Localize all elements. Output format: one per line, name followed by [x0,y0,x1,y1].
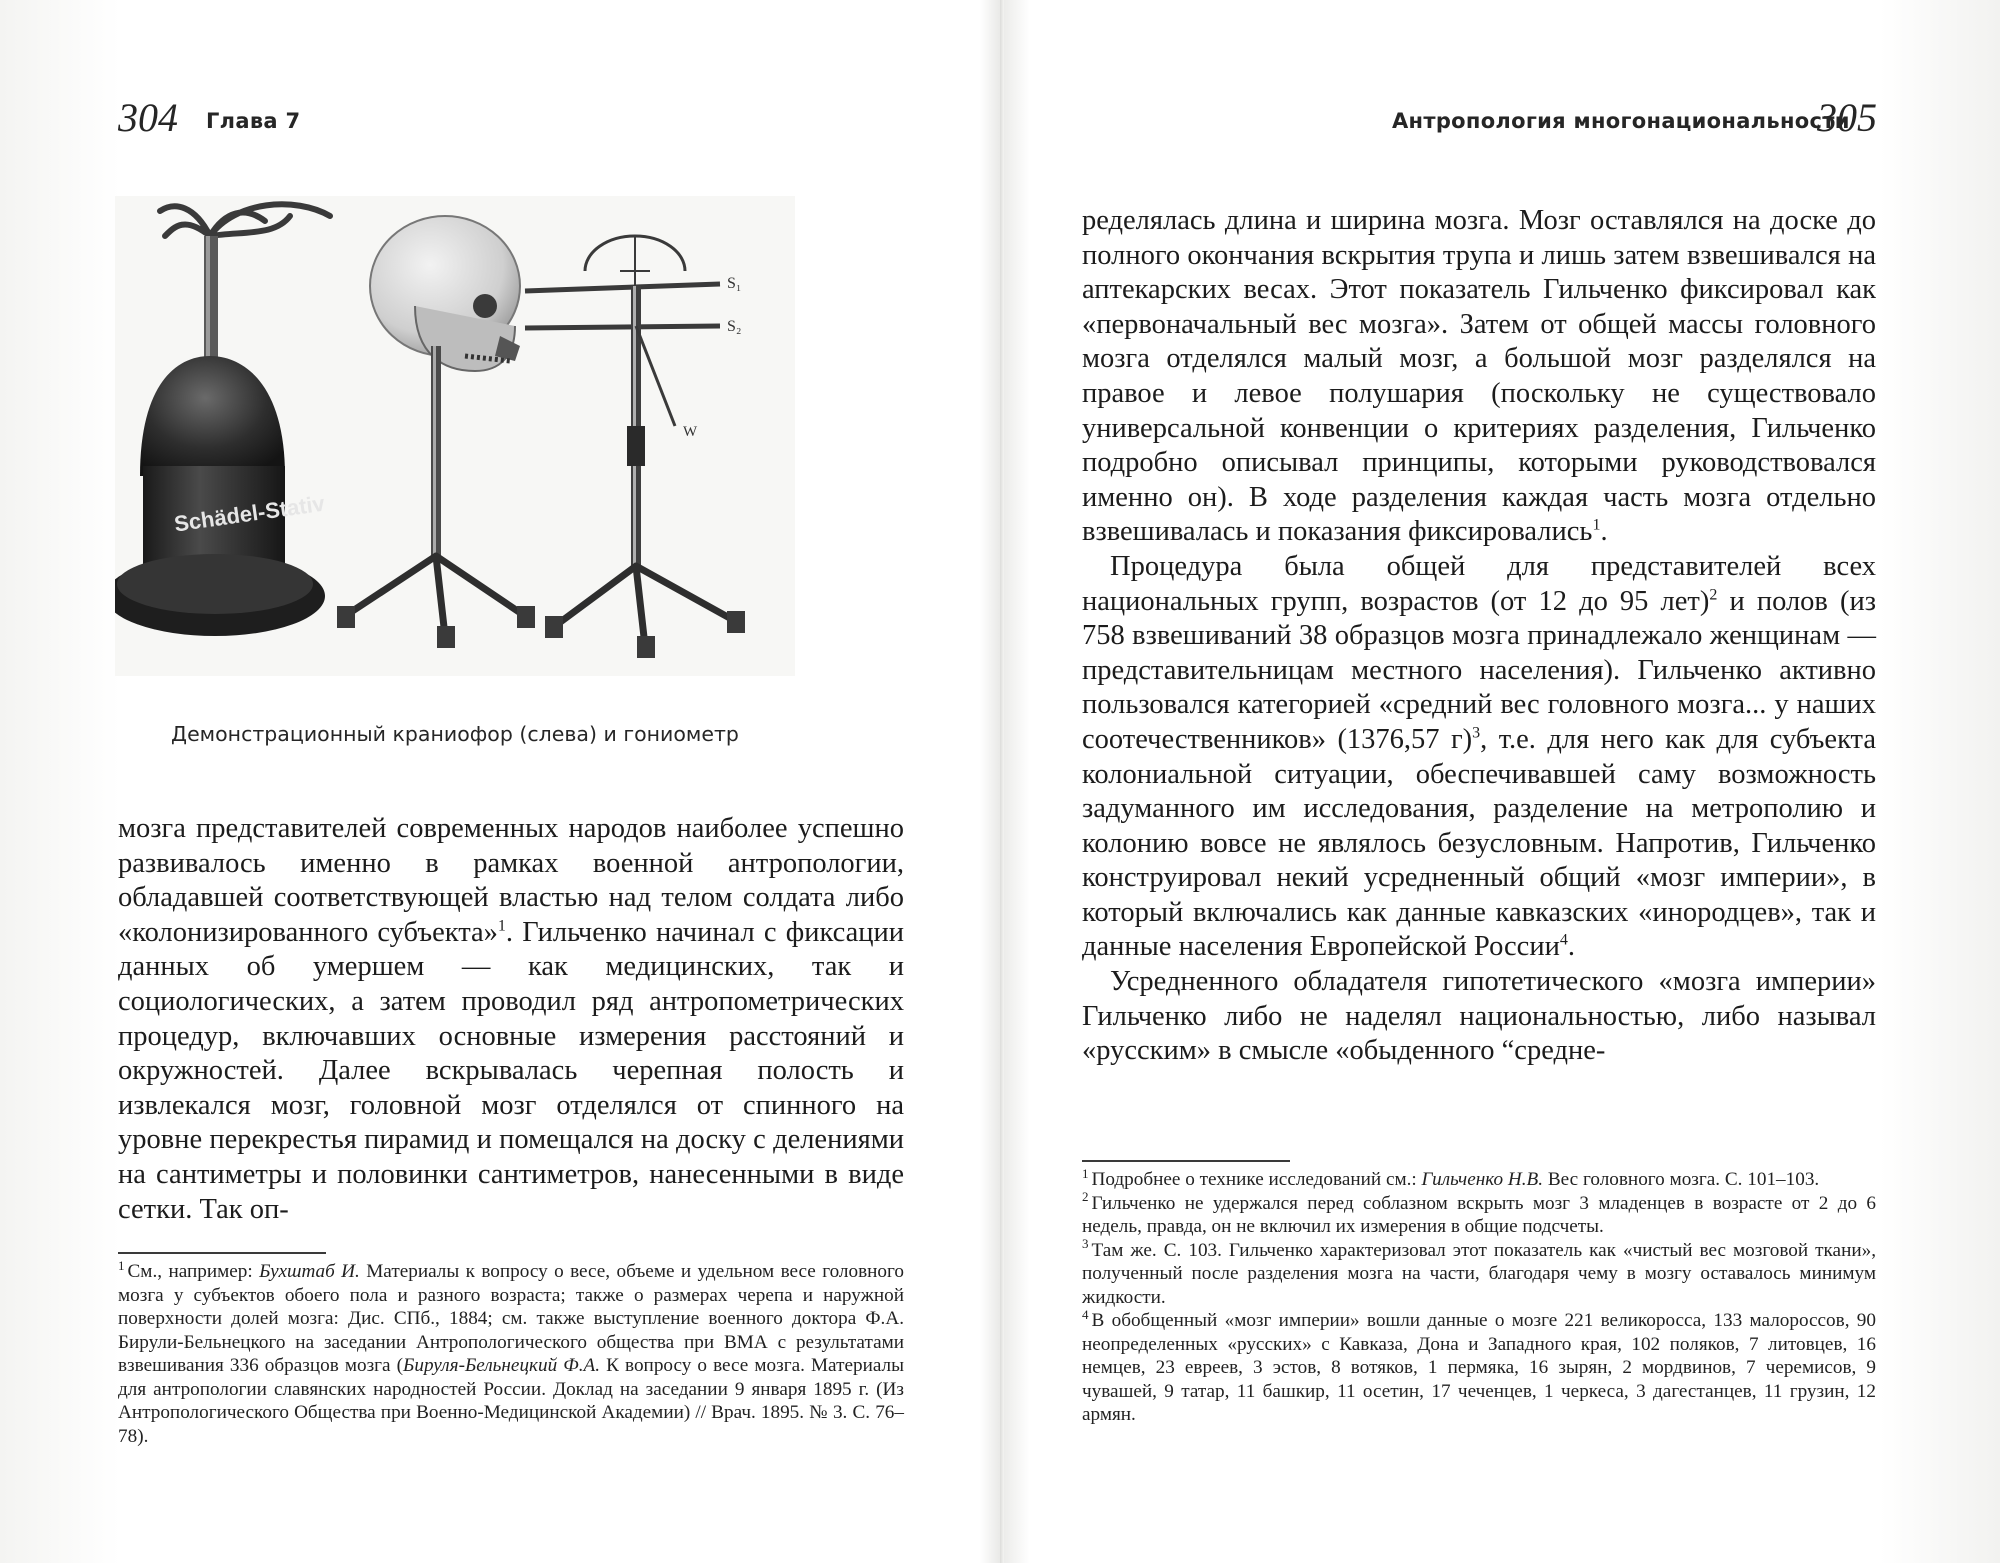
footnote-divider-left [118,1252,326,1254]
right-footnotes [1082,1165,1876,1427]
footnote-text: К вопросу о весе мозга. Материалы для антропологии славянских народностей России. Доклад на заседании 9 января 1895 г. (Из Антропологического Общества при Военно-Медицинской Академии) // Врач. 1895. № 3. С. 76–78). [118,1355,904,1447]
footnote-text: См., например: [127,1261,260,1282]
figure-caption: Демонстрационный краниофор (слева) и гониометр [171,722,739,746]
marker-w: W [683,424,698,440]
page-number-right: 305 [1817,95,1877,140]
footnote-author: Бухштаб И. [259,1261,360,1282]
right-paragraph-2 [1082,550,1876,965]
left-footnote-1 [118,1257,904,1448]
marker-s1: S₁ [727,275,742,292]
right-p2-text-c: , т.е. для него как для субъекта колониальной ситуации, обеспечивавшей саму возможность задуманного им исследования, разделение на метрополию и колонию вовсе не являлось безусловным. Напротив, Гильченко конструировал некий усредненный общий «мозг империи», в который включались как данные кавказских «инородцев», так и данные населения Европейской России [1082,723,1876,963]
footnote-divider-right [1082,1160,1290,1162]
footnote-ref-3[interactable]: 3 [1472,724,1481,742]
footnote-text: Подробнее о технике исследований см.: [1091,1169,1422,1190]
running-head-title: Антропология многонациональности [1392,109,1850,133]
footnote-mark: 1 [118,1257,125,1273]
figure-craniophore-goniometer [115,196,795,676]
left-paragraph-1 [118,812,904,1227]
footnote-mark: 3 [1082,1236,1089,1252]
right-footnote-4 [1082,1306,1876,1427]
footnote-author: Бируля-Бельнецкий Ф.А. [403,1355,601,1376]
book-gutter [1000,0,1004,1563]
right-p3-text: Усредненного обладателя гипотетического «мозга империи» Гильченко либо не наделял национальностью, либо называл «русским» в смысле «обыденного “средне- [1082,966,1876,1067]
footnote-author: Гильченко Н.В. [1421,1169,1544,1190]
right-footnote-3 [1082,1236,1876,1310]
right-p2-text-b: и полов (из 758 взвешиваний 38 образцов мозга принадлежало женщинам — представительницам местного населения). Гильченко активно пользовался категорией «средний вес головного мозга... у наших соотечественников» (1376,57 г) [1082,585,1876,755]
right-paragraph-1 [1082,204,1876,550]
right-p1-text: ределялась длина и ширина мозга. Мозг оставлялся на доске до полного окончания вскрытия трупа и лишь затем взвешивался на аптекарских весах. Этот показатель Гильченко фиксировал как «первоначальный вес мозга». Затем от общей массы головного мозга отделялся малый мозг, а большой мозг разделялся на правое и левое полушария (поскольку не существовало универсальной конвенции о критериях разделения, Гильченко подробно описывал принципы, которыми руководствовался именно он). В ходе разделения каждая часть мозга отдельно взвешивалась и показания фиксировались [1082,205,1876,548]
footnote-text: Там же. С. 103. Гильченко характеризовал этот показатель как «чистый вес мозговой ткани», полученный после разделения мозга на части, благодаря чему в мозгу оставалось минимум жидкости. [1082,1239,1876,1308]
figure-illustration [115,196,795,676]
running-head-chapter: Глава 7 [206,109,301,133]
right-p2-text-a: Процедура была общей для представителей всех национальных групп, возрастов (от 12 до 95 лет) [1082,550,1876,617]
footnote-ref-1[interactable]: 1 [1592,516,1601,534]
left-p1-text-b: . Гильченко начинал с фиксации данных об умершем — как медицинских, так и социологических, а затем проводил ряд антропометрических процедур, включавших основные измерения расстояний и окружностей. Далее вскрывалась черепная полость и извлекался мозг, головной мозг отделялся от спинного на уровне перекрестья пирамид и помещался на доску с делениями на сантиметры и половинки сантиметров, нанесенными в виде сетки. Так оп- [118,916,904,1225]
right-p1-end: . [1600,516,1608,548]
footnote-text: Материалы к вопросу о весе, объеме и удельном весе головного мозга у субъектов обоего пола и разного возраста; также о размерах черепа и наружной поверхности долей мозга: Дис. СПб., 1884; см. также выступление военного доктора Ф.А. Бирули-Бельнецкого на заседании Антропологического общества при ВМА с результатами взвешивания 336 образцов мозга ( [118,1261,904,1376]
stand-label: Schädel-Stativ [172,490,327,537]
right-body-text [1082,204,1876,1069]
footnote-ref-4[interactable]: 4 [1559,931,1568,949]
marker-s2: S₂ [727,318,742,335]
page-number-left: 304 [118,95,178,140]
footnote-ref-1[interactable]: 1 [497,917,506,935]
footnote-text: Вес головного мозга. С. 101–103. [1543,1169,1820,1190]
footnote-ref-2[interactable]: 2 [1709,586,1718,604]
footnote-mark: 4 [1082,1306,1089,1322]
left-body-text [118,812,904,1227]
right-footnote-1 [1082,1165,1876,1192]
footnote-mark: 1 [1082,1165,1089,1181]
left-p1-text-a: мозга представителей современных народов наиболее успешно развивалось именно в рамках военной антропологии, обладавшей соответствующей властью над телом солдата либо «колонизированного субъекта» [118,813,904,948]
left-footnotes [118,1257,904,1448]
footnote-text: В обобщенный «мозг империи» вошли данные о мозге 221 великоросса, 133 малороссов, 90 неопределенных «русских» с Кавказа, Дона и Западного края, 102 поляков, 7 литовцев, 16 немцев, 23 евреев, 3 эстов, 8 вотяков, 1 пермяка, 16 зырян, 2 мордвинов, 7 черемисов, 9 чувашей, 9 татар, 11 башкир, 11 осетин, 17 чеченцев, 1 черкеса, 3 дагестанцев, 11 грузин, 12 армян. [1082,1310,1876,1425]
right-paragraph-3 [1082,965,1876,1069]
footnote-mark: 2 [1082,1189,1089,1205]
right-footnote-2 [1082,1189,1876,1239]
right-p2-end: . [1567,931,1575,963]
footnote-text: Гильченко не удержался перед соблазном вскрыть мозг 3 младенцев в возрасте от 2 до 6 недель, правда, он не включил их измерения в общие подсчеты. [1082,1192,1876,1237]
